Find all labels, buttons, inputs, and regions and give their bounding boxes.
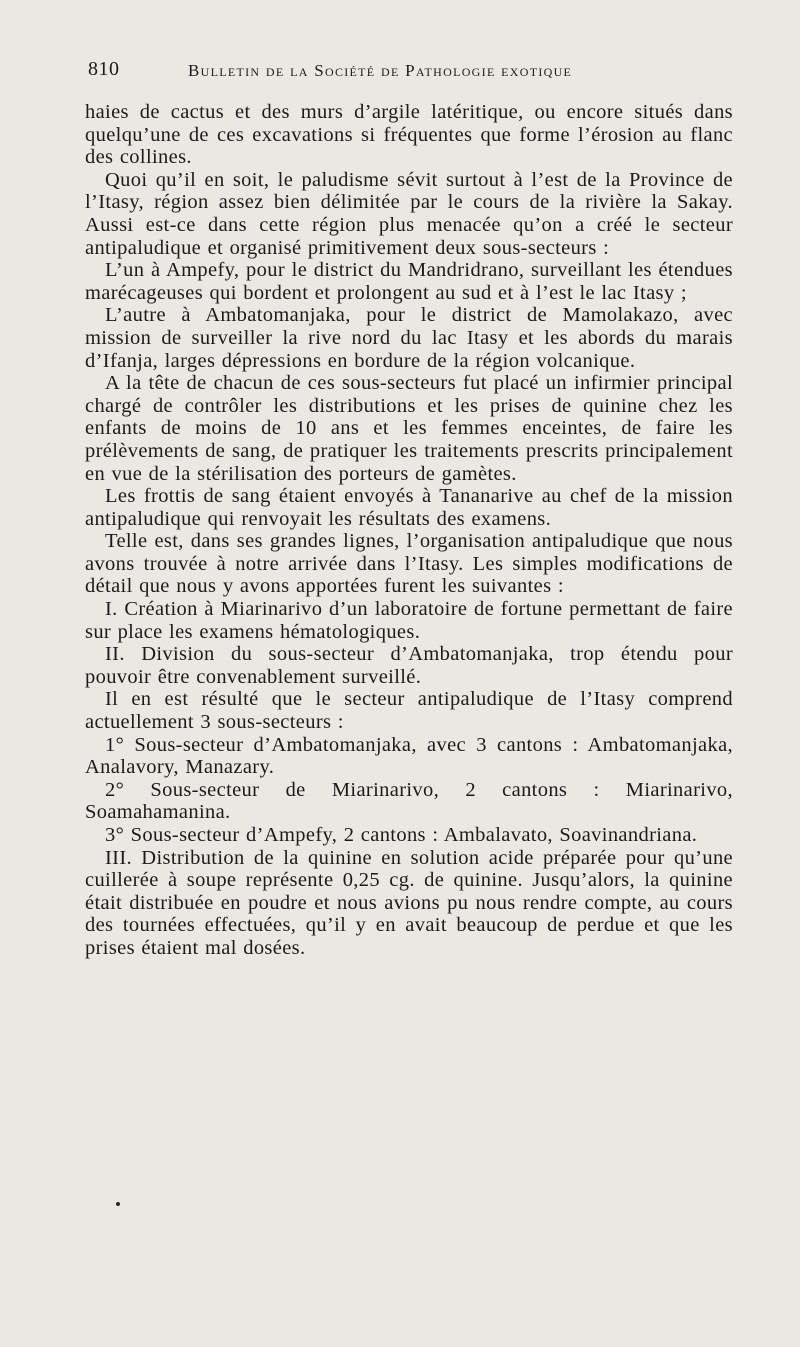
sub-sector-1: 1° Sous-secteur d’Ambatomanjaka, avec 3 cantons : Ambatomanjaka, Analavory, Manazary. bbox=[85, 733, 733, 779]
list-item-3: III. Distribution de la quinine en solution acide préparée pour qu’une cuillerée à soupe représente 0,25 cg. de quinine. Jusqu’alors, la quinine était distribuée en poudre et nous avions pu nous rendre compte, au cours des tournées effectuées, qu’il y en avait beaucoup de perdue et que les prises étaient mal dosées. bbox=[85, 846, 733, 959]
running-title: Bulletin de la Société de Pathologie exotique bbox=[188, 61, 573, 80]
list-item-1: I. Création à Miarinarivo d’un laboratoire de fortune permettant de faire sur place les examens hématologiques. bbox=[85, 598, 733, 643]
paragraph-frottis: Les frottis de sang étaient envoyés à Tananarive au chef de la mission antipaludique qui renvoyait les résultats des examens. bbox=[85, 485, 733, 530]
body-text bbox=[85, 101, 733, 960]
list-item-2: II. Division du sous-secteur d’Ambatomanjaka, trop étendu pour pouvoir être convenablement surveillé. bbox=[85, 643, 733, 688]
paragraph-paludisme: Quoi qu’il en soit, le paludisme sévit surtout à l’est de la Province de l’Itasy, région assez bien délimitée par le cours de la rivière la Sakay. Aussi est-ce dans cette région plus menacée qu’on a créé le secteur antipaludique et organisé primitivement deux sous-secteurs : bbox=[85, 168, 733, 259]
paragraph-ampefy: L’un à Ampefy, pour le district du Mandridrano, surveillant les étendues marécageuses qui bordent et prolongent au sud et à l’est le lac Itasy ; bbox=[85, 259, 733, 304]
print-speck bbox=[116, 1202, 120, 1206]
page-header bbox=[88, 58, 748, 86]
paragraph-secteur: Il en est résulté que le secteur antipaludique de l’Itasy comprend actuellement 3 sous-secteurs : bbox=[85, 688, 733, 734]
sub-sector-3: 3° Sous-secteur d’Ampefy, 2 cantons : Ambalavato, Soavinandriana. bbox=[105, 824, 698, 846]
paragraph-ambatomanjaka: L’autre à Ambatomanjaka, pour le district de Mamolakazo, avec mission de surveiller la rive nord du lac Itasy et les abords du marais d’Ifanja, larges dépressions en bordure de la région volcanique. bbox=[85, 304, 733, 372]
paragraph-organisation: Telle est, dans ses grandes lignes, l’organisation antipaludique que nous avons trouvée à notre arrivée dans l’Itasy. Les simples modifications de détail que nous y avons apportées furent les suivantes : bbox=[85, 530, 733, 598]
sub-sector-2: 2° Sous-secteur de Miarinarivo, 2 cantons : Miarinarivo, Soamahamanina. bbox=[85, 778, 733, 824]
page-number: 810 bbox=[88, 58, 120, 80]
paragraph-infirmier: A la tête de chacun de ces sous-secteurs fut placé un infirmier principal chargé de contrôler les distributions et les prises de quinine chez les enfants de moins de 10 ans et les femmes enceintes, de faire les prélèvements de sang, de pratiquer les traitements prescrits principalement en vue de la stérilisation des porteurs de gamètes. bbox=[85, 372, 733, 485]
paragraph-continuation: haies de cactus et des murs d’argile latéritique, ou encore situés dans quelqu’une de ces excavations si fréquentes que forme l’érosion au flanc des collines. bbox=[85, 101, 733, 169]
